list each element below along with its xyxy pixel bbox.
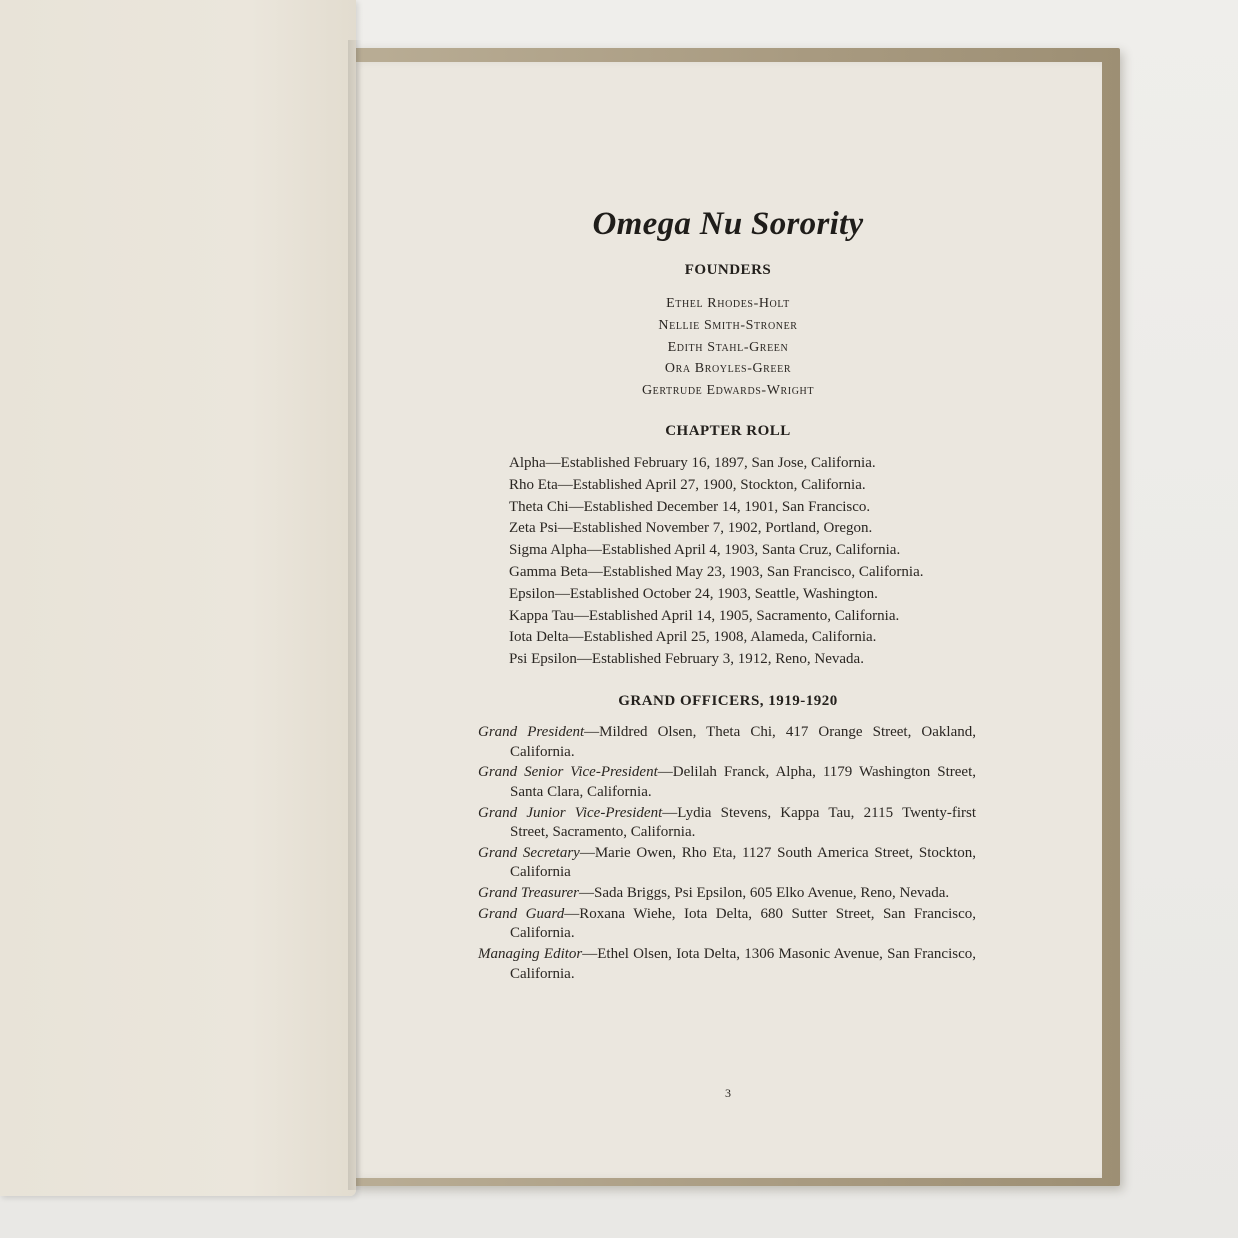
officer-details: —Delilah Franck, Alpha, 1179 Washington Street, Santa Clara, California. bbox=[510, 764, 976, 800]
officer-details: —Marie Owen, Rho Eta, 1127 South America Street, Stockton, California bbox=[510, 844, 977, 881]
officer-details: —Roxana Wiehe, Iota Delta, 680 Sutter Street, San Francisco, California. bbox=[510, 905, 976, 942]
left-page bbox=[0, 0, 356, 1196]
chapter-entry: Theta Chi—Established December 14, 1901, San Francisco. bbox=[509, 498, 871, 515]
chapter-entry: Kappa Tau—Established April 14, 1905, Sacramento, California. bbox=[509, 607, 900, 624]
officer-entry bbox=[478, 884, 976, 904]
chapter-entry: Sigma Alpha—Established April 4, 1903, Santa Cruz, California. bbox=[509, 542, 901, 559]
page-title: Omega Nu Sorority bbox=[592, 206, 864, 242]
chapter-entry: Rho Eta—Established April 27, 1900, Stockton, California. bbox=[509, 476, 866, 493]
officer-role: Managing Editor bbox=[478, 946, 583, 963]
grand-officers-list bbox=[478, 723, 976, 986]
officer-role: Grand Senior Vice-President bbox=[478, 764, 658, 781]
officer-details: —Lydia Stevens, Kappa Tau, 2115 Twenty-first Street, Sacramento, California. bbox=[510, 804, 977, 841]
officer-entry bbox=[478, 844, 976, 883]
officer-entry bbox=[478, 723, 976, 762]
officer-entry bbox=[478, 945, 976, 984]
chapter-entry: Epsilon—Established October 24, 1903, Seattle, Washington. bbox=[509, 585, 878, 602]
chapter-entry: Alpha—Established February 16, 1897, San Jose, California. bbox=[509, 455, 876, 471]
chapter-entry: Psi Epsilon—Established February 3, 1912, Reno, Nevada. bbox=[509, 651, 864, 668]
officer-role: Grand Secretary bbox=[478, 844, 580, 861]
officer-role: Grand President bbox=[478, 724, 585, 740]
officer-role: Grand Treasurer bbox=[478, 885, 579, 902]
officer-role: Grand Guard bbox=[478, 905, 565, 922]
founder-name: Nellie Smith-Stroner bbox=[658, 317, 798, 333]
officer-details: —Ethel Olsen, Iota Delta, 1306 Masonic Avenue, San Francisco, California. bbox=[510, 946, 976, 982]
chapter-roll-list bbox=[509, 453, 989, 671]
chapter-entry: Gamma Beta—Established May 23, 1903, San Francisco, California. bbox=[509, 563, 924, 580]
chapter-entry: Zeta Psi—Established November 7, 1902, Portland, Oregon. bbox=[509, 520, 873, 537]
founder-name: Edith Stahl-Green bbox=[667, 339, 789, 355]
founder-name: Ethel Rhodes-Holt bbox=[666, 296, 790, 311]
officer-entry bbox=[478, 804, 976, 843]
founder-name: Ora Broyles-Greer bbox=[664, 361, 792, 377]
grand-officers-heading: GRAND OFFICERS, 1919-1920 bbox=[618, 693, 838, 709]
officer-role: Grand Junior Vice-President bbox=[478, 804, 663, 821]
founder-name: Gertrude Edwards-Wright bbox=[641, 383, 815, 399]
officer-details: —Mildred Olsen, Theta Chi, 417 Orange Street, Oakland, California. bbox=[510, 724, 976, 760]
officer-entry bbox=[478, 905, 976, 944]
founders-heading: FOUNDERS bbox=[684, 262, 772, 278]
chapter-entry: Iota Delta—Established April 25, 1908, Alameda, California. bbox=[509, 629, 877, 646]
page-number: 3 bbox=[725, 1086, 731, 1100]
officer-details: —Sada Briggs, Psi Epsilon, 605 Elko Avenue, Reno, Nevada. bbox=[579, 885, 950, 902]
officer-entry bbox=[478, 763, 976, 802]
chapter-roll-heading: CHAPTER ROLL bbox=[665, 423, 791, 439]
founders-list bbox=[354, 293, 1102, 402]
